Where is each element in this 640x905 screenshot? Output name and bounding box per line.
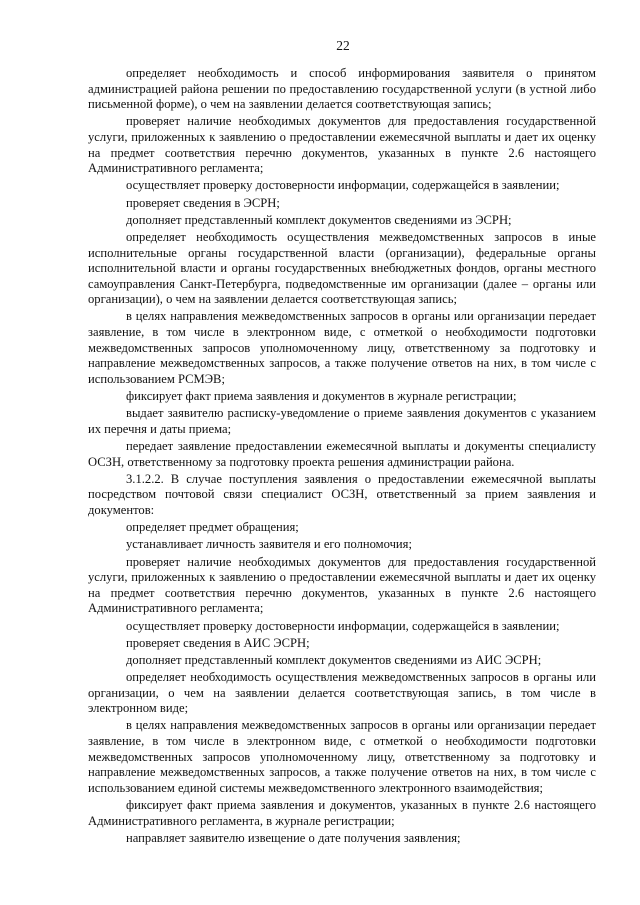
paragraph: проверяет сведения в АИС ЭСРН; (126, 635, 310, 650)
paragraph: выдает заявителю расписку-уведомление о приеме заявления документов с указанием их перечня и даты приема; (88, 406, 596, 436)
section-paragraph: 3.1.2.2. В случае поступления заявления о предоставлении ежемесячной выплаты посредством почтовой связи специалист ОСЗН, ответственный за прием заявления и документов: (88, 471, 596, 517)
paragraph: осуществляет проверку достоверности информации, содержащейся в заявлении; (126, 618, 560, 633)
paragraph: дополняет представленный комплект документов сведениями из ЭСРН; (126, 212, 512, 227)
paragraph: в целях направления межведомственных запросов в органы или организации передает заявление, в том числе в электронном виде, с отметкой о необходимости подготовки межведомственных запросов уполномоченному лицу, ответственному за подготовку и направление межведомственных запросов, а также получение ответов на них, в том числе с использованием РСМЭВ; (88, 309, 596, 386)
paragraph: передает заявление предоставлении ежемесячной выплаты и документы специалисту ОСЗН, ответственному за подготовку проекта решения администрации района. (88, 439, 596, 469)
paragraph: направляет заявителю извещение о дате получения заявления; (126, 830, 461, 845)
paragraph: дополняет представленный комплект документов сведениями из АИС ЭСРН; (126, 652, 542, 667)
page-number: 22 (336, 38, 350, 53)
paragraph: проверяет наличие необходимых документов для предоставления государственной услуги, приложенных к заявлению о предоставлении ежемесячной выплаты и дает их оценку на предмет соответствия перечню документов, указанных в пункте 2.6 настоящего Административного регламента; (88, 114, 596, 176)
document-body (88, 66, 596, 846)
paragraph: проверяет наличие необходимых документов для предоставления государственной услуги, приложенных к заявлению о предоставлении ежемесячной выплаты и дает их оценку на предмет соответствия перечню документов, указанных в пункте 2.6 настоящего Административного регламента; (88, 554, 596, 616)
paragraph: определяет необходимость осуществления межведомственных запросов в иные исполнительные органы государственной власти (организации), федеральные органы исполнительной власти и органы государственных внебюджетных фондов, органы местного самоуправления Санкт-Петербурга, подведомственные им организации (далее – органы или организации), о чем на заявлении делается соответствующая запись; (88, 229, 596, 307)
paragraph: определяет необходимость осуществления межведомственных запросов в органы или организации, о чем на заявлении делается соответствующая запись, в том числе в электронном виде; (88, 670, 596, 716)
paragraph: фиксирует факт приема заявления и документов в журнале регистрации; (126, 389, 517, 404)
paragraph: устанавливает личность заявителя и его полномочия; (126, 537, 412, 552)
paragraph: осуществляет проверку достоверности информации, содержащейся в заявлении; (126, 178, 560, 193)
paragraph: определяет необходимость и способ информирования заявителя о принятом администрацией района решении по предоставлению государственной услуги (в устной либо письменной форме), о чем на заявлении делается соответствующая запись; (88, 66, 596, 112)
paragraph: проверяет сведения в ЭСРН; (126, 195, 280, 210)
paragraph: определяет предмет обращения; (126, 520, 299, 535)
paragraph: фиксирует факт приема заявления и документов, указанных в пункте 2.6 настоящего Административного регламента, в журнале регистрации; (88, 798, 596, 828)
paragraph: в целях направления межведомственных запросов в органы или организации передает заявление, в том числе в электронном виде, с отметкой о необходимости подготовки межведомственных запросов уполномоченному лицу, ответственному за подготовку и направление межведомственных запросов, а также получение ответов на них, в том числе с использованием единой системы межведомственного электронного взаимодействия; (88, 718, 596, 795)
